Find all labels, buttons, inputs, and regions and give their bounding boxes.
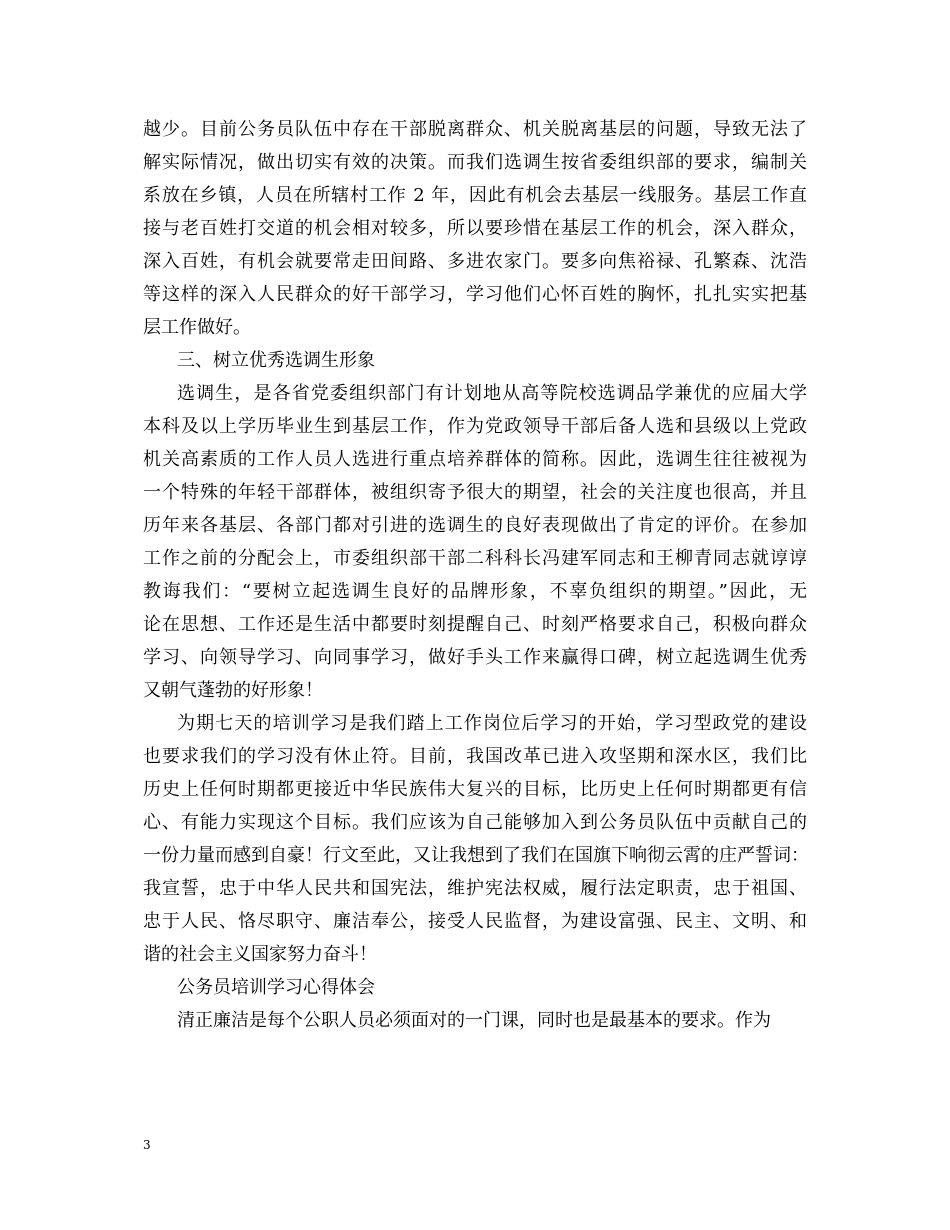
text-line: 又朝气蓬勃的好形象！: [143, 680, 323, 701]
text-line: 机关高素质的工作人员人选进行重点培养群体的简称。因此，选调生往往被视为: [143, 449, 807, 470]
text-line: 清正廉洁是每个公职人员必须面对的一门课，同时也是最基本的要求。作为: [177, 1010, 771, 1031]
text-line: 心、有能力实现这个目标。我们应该为自己能够加入到公务员队伍中贡献自己的: [143, 812, 807, 833]
text-line: 我宣誓，忠于中华人民共和国宪法，维护宪法权威，履行法定职责，忠于祖国、: [143, 878, 807, 899]
text-line: 为期七天的培训学习是我们踏上工作岗位后学习的开始，学习型政党的建设: [177, 713, 807, 734]
text-line: 历史上任何时期都更接近中华民族伟大复兴的目标，比历史上任何时期都更有信: [143, 779, 807, 800]
text-line: 接与老百姓打交道的机会相对较多，所以要珍惜在基层工作的机会，深入群众，: [143, 218, 807, 239]
text-line: 层工作做好。: [143, 317, 251, 338]
paragraph: [143, 344, 807, 377]
text-line: 论在思想、工作还是生活中都要时刻提醒自己、时刻严格要求自己，积极向群众: [143, 614, 807, 635]
page-number: 3: [143, 1138, 151, 1152]
paragraph: [143, 113, 807, 344]
paragraph: [143, 377, 807, 707]
paragraph: [143, 707, 807, 971]
text-line: 一个特殊的年轻干部群体，被组织寄予很大的期望，社会的关注度也很高，并且: [143, 482, 807, 503]
text-line: 工作之前的分配会上，市委组织部干部二科科长冯建军同志和王柳青同志就谆谆: [143, 548, 807, 569]
text-line: 学习、向领导学习、向同事学习，做好手头工作来赢得口碑，树立起选调生优秀: [143, 647, 807, 668]
text-line: 深入百姓，有机会就要常走田间路、多进农家门。要多向焦裕禄、孔繁森、沈浩: [143, 251, 807, 272]
text-line: 解实际情况，做出切实有效的决策。而我们选调生按省委组织部的要求，编制关: [143, 152, 807, 173]
text-line: 教诲我们：“要树立起选调生良好的品牌形象，不辜负组织的期望。”因此，无: [143, 581, 807, 602]
text-line: 本科及以上学历毕业生到基层工作，作为党政领导干部后备人选和县级以上党政: [143, 416, 807, 437]
text-line: 选调生，是各省党委组织部门有计划地从高等院校选调品学兼优的应届大学: [177, 383, 807, 404]
text-line: 公务员培训学习心得体会: [177, 977, 375, 998]
paragraph: [143, 971, 807, 1004]
text-line: 一份力量而感到自豪！行文至此，又让我想到了我们在国旗下响彻云霄的庄严誓词：: [143, 845, 809, 866]
text-line: 也要求我们的学习没有休止符。目前，我国改革已进入攻坚期和深水区，我们比: [143, 746, 807, 767]
text-line: 三、树立优秀选调生形象: [177, 350, 375, 371]
text-line: 忠于人民、恪尽职守、廉洁奉公，接受人民监督，为建设富强、民主、文明、和: [143, 911, 807, 932]
document-body: [143, 113, 807, 1037]
paragraph: [143, 1004, 807, 1037]
text-line: 等这样的深入人民群众的好干部学习，学习他们心怀百姓的胸怀，扎扎实实把基: [143, 284, 807, 305]
text-line: 越少。目前公务员队伍中存在干部脱离群众、机关脱离基层的问题，导致无法了: [143, 119, 807, 140]
text-line: 系放在乡镇，人员在所辖村工作 2 年，因此有机会去基层一线服务。基层工作直: [143, 185, 807, 206]
text-line: 谐的社会主义国家努力奋斗！: [143, 944, 377, 965]
text-line: 历年来各基层、各部门都对引进的选调生的良好表现做出了肯定的评价。在参加: [143, 515, 807, 536]
